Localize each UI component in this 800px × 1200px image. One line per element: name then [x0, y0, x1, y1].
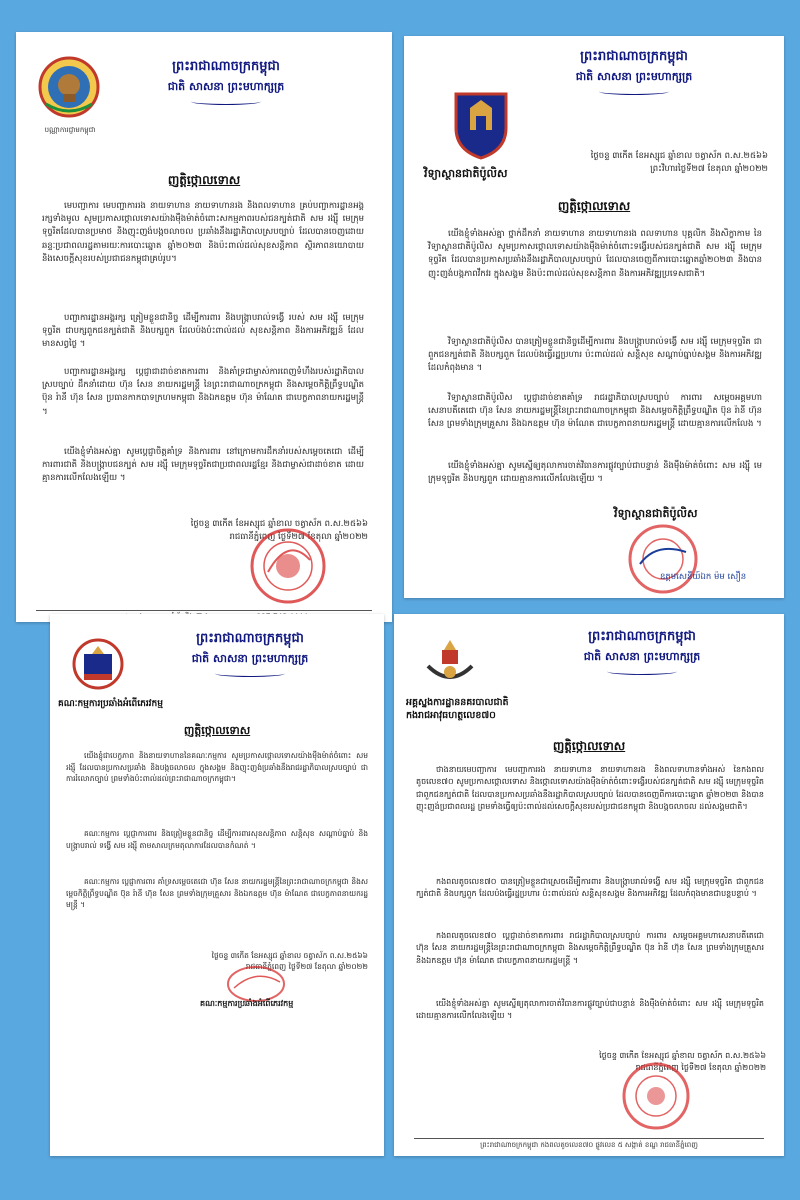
paragraph-2: បញ្ជាការដ្ឋានអង្គរក្ស ត្រៀមខ្លួនជានិច្ច ដើម្បីការពារ និងបង្ក្រាបរាល់ទង្វើ របស់ សម រង្ស៊ី មេក្រុមទុច្ចរិត ជាបក្សពួកជនក្បត់ជាតិ និងបក្សពួក ដែលប៉ងប៉ះពាល់ដល់ សុខសន្តិភាព និងការអភិវឌ្ឍន៍ ដែលមានសព្វថ្ងៃ ។ — [42, 313, 364, 350]
motto-line: ជាតិ សាសនា ព្រះមហាក្សត្រ — [167, 80, 285, 93]
footer-rule — [36, 610, 372, 611]
paragraph-3: វិទ្យាស្ថានជាតិប៉ូលិស ប្តេជ្ញាដាច់ខាតគាំទ្រ រាជរដ្ឋាភិបាលស្របច្បាប់ ការពារ សម្តេចអគ្គមហាសេនាបតីតេជោ ហ៊ុន សែន នាយករដ្ឋមន្ត្រីនៃព្រះរាជាណាចក្រកម្ពុជា និងសម្តេចកិត្តិព្រឹទ្ធបណ្ឌិត ប៊ុន រ៉ានី ហ៊ុន សែន ព្រមទាំងក្រុមគ្រួសារ និងឯកឧត្តម ហ៊ុន ម៉ាណែត ជាបេក្ខភាពនាយករដ្ឋមន្ត្រី ដោយគ្មានការលើកលែង ។ — [428, 393, 762, 430]
paragraph-1: យើងខ្ញុំទាំងអស់គ្នា ថ្នាក់ដឹកនាំ នាយទាហាន នាយទាហានរង ពលទាហាន បុគ្គលិក និងសិក្ខាកាម នៃវិទ្យាស្ថានជាតិប៉ូលិស សូមប្រកាសថ្កោលទោសយ៉ាងម៉ឺងម៉ាត់ចំពោះទង្វើរបស់ជនក្បត់ជាតិ សម រង្ស៊ី មេក្រុមទុច្ចរិត ដែលបានប្រកាសប្រឆាំងនឹងរដ្ឋាភិបាលស្របច្បាប់ ដែលបានចេញពីការបោះឆ្នោតឆ្នាំ២០២៣ និងបានញុះញង់បង្កភាពវឹកវរ ក្នុងសង្គម និងប៉ះពាល់ដល់សុខសន្តិភាព និងការអភិវឌ្ឍប្រទេសជាតិ។ — [428, 229, 762, 279]
kingdom-line: ព្រះរាជាណាចក្រកម្ពុជា — [196, 631, 304, 646]
header-ornament — [215, 670, 285, 677]
bodyguard-emblem-logo — [38, 56, 100, 126]
paragraph-4: យើងខ្ញុំទាំងអស់គ្នា សូមស្នើឲ្យតុលាការចាត់វិធានការផ្លូវច្បាប់ជាបន្ទាន់ និងមុឺងម៉ាត់ចំពោះ សម រង្ស៊ី មេក្រុមទុច្ចរិត ដោយគ្មានការលើកលែងឡើយ ។ — [416, 999, 764, 1021]
solar-date: រាជធានីភ្នំពេញ ថ្ងៃទី២៧ ខែតុលា ឆ្នាំ២០២២ — [245, 962, 368, 972]
lunar-date: ថ្ងៃចន្ទ ៣កើត ខែអស្សុជ ឆ្នាំខាល ចត្វាស័ក ព.ស.២៥៦៦ — [190, 519, 368, 529]
petition-document-counter-terrorism — [50, 614, 384, 1156]
collage-frame — [14, 14, 786, 1186]
petition-title: ញត្តិថ្កោលទោស — [557, 199, 631, 213]
issuing-organization — [406, 696, 509, 723]
kingdom-header — [504, 48, 764, 95]
paragraph-1: មេបញ្ជាការ មេបញ្ជាការរង នាយទាហាន នាយទាហានរង និងពលទាហាន គ្រប់បញ្ជាការដ្ឋានអង្គរក្សទាំងមូល សូមប្រកាសថ្កោលទោសយ៉ាងម៉ឺងម៉ាត់ចំពោះសកម្មភាពរបស់ជនក្បត់ជាតិ សម រង្ស៊ី មេក្រុមទុច្ចរិតដែលបានប្រមាថ និងញុះញង់បង្កចលាចល ប្រឆាំងនឹងរដ្ឋាភិបាលស្របច្បាប់ ដែលបានចេញដោយឆន្ទៈប្រជាពលរដ្ឋតាមរយៈការបោះឆ្នោត ឆ្នាំ២០២៣ និងប៉ះពាល់ដល់សុខសន្តិភាព ស្ថិរភាពនយោបាយ និងសេចក្តីសុខរបស់ប្រជាជនកម្ពុជាគ្រប់រូប។ — [42, 201, 364, 264]
police-academy-shield-logo — [452, 88, 510, 160]
kingdom-header — [126, 58, 326, 105]
paragraph-1: ថាងនាយមេបញ្ជាការ មេបញ្ជាការរង នាយទាហាន នាយទាហានរង និងពលទាហានទាំងអស់ នៃកងពលតូចលេខ៧០ សូមប្រកាសថ្កោលទោស និងថ្កោលទោសយ៉ាងម៉ឺងម៉ាត់ចំពោះទង្វើរបស់ជនក្បត់ជាតិ សម រង្ស៊ី មេក្រុមទុច្ចរិត ជាពួកជនក្បត់ជាតិ ដែលបានប្រកាសប្រឆាំងនឹងរដ្ឋាភិបាលស្របច្បាប់ ដែលបានចេញពីការបោះឆ្នោត ឆ្នាំ២០២៣ និងបានញុះញង់ប្រជាពលរដ្ឋ ព្រមទាំងធ្វើឲ្យប៉ះពាល់ដល់សេចក្តីសុខរបស់ប្រជាជនកម្ពុជា និងបង្កចលាចល ដល់សង្គមជាតិ។ — [416, 765, 764, 812]
paragraph-4: យើងខ្ញុំទាំងអស់គ្នា សូមស្នើឲ្យតុលាការចាត់វិធានការផ្លូវច្បាប់ជាបន្ទាន់ និងមុឺងម៉ាត់ចំពោះ សម រង្ស៊ី មេក្រុមទុច្ចរិត និងបក្សពួក ដោយគ្មានការលើកលែងឡើយ ។ — [428, 461, 762, 485]
issuing-organization: វិទ្យាស្ថានជាតិប៉ូលិស — [424, 167, 508, 180]
date-block — [106, 518, 368, 544]
motto-line: ជាតិ សាសនា ព្រះមហាក្សត្រ — [583, 650, 701, 663]
petition-title: ញត្តិថ្កោលទោស — [167, 173, 241, 187]
org-line-2: កងរាជអាវុធហត្ថលេខ៧០ — [406, 710, 496, 722]
paragraph-3: កងពលតូចលេខ៧០ ប្តេជ្ញាដាច់ខាតការពារ រាជរដ្ឋាភិបាលស្របច្បាប់ ការពារ សម្តេចអគ្គមហាសេនាបតីតេជោ ហ៊ុន សែន នាយករដ្ឋមន្ត្រីនៃព្រះរាជាណាចក្រកម្ពុជា និងសម្តេចកិត្តិព្រឹទ្ធបណ្ឌិត ប៊ុន រ៉ានី ហ៊ុន សែន ព្រមទាំងក្រុមគ្រួសារ និងឯកឧត្តម ហ៊ុន ម៉ាណែត ជាបេក្ខភាពនាយករដ្ឋមន្ត្រី ។ — [416, 931, 764, 965]
lunar-date: ថ្ងៃចន្ទ ៣កើត ខែអស្សុជ ឆ្នាំខាល ចត្វាស័ក ព.ស.២៥៦៦ — [211, 951, 368, 960]
solar-date: រាជធានីភ្នំពេញ ថ្ងៃទី២៧ ខែតុលា ឆ្នាំ២០២២ — [229, 531, 368, 542]
kingdom-header — [130, 630, 370, 677]
footer-address: ព្រះរាជាណាចក្រកម្ពុជា កងពលតូចលេខ៧០ ផ្លូវលេខ ៥ សង្កាត់ ខណ្ឌ រាជធានីភ្នំពេញ — [480, 1141, 698, 1149]
signature-organization: វិទ្យាស្ថានជាតិប៉ូលិស — [614, 507, 698, 520]
petition-document-bodyguard — [16, 32, 392, 622]
official-red-stamp — [620, 1060, 692, 1132]
kingdom-header — [512, 628, 772, 675]
paragraph-3: បញ្ជាការដ្ឋានអង្គរក្ស ប្តេជ្ញាជាដាច់ខាតការពារ និងគាំទ្រជាម្ចាស់ការពេញទំហឹងរបស់រដ្ឋាភិបាលស្របច្បាប់ ដឹកនាំដោយ ហ៊ុន សែន នាយករដ្ឋមន្ត្រី នៃព្រះរាជាណាចក្រកម្ពុជា និងសម្តេចកិត្តិព្រឹទ្ធបណ្ឌិត ប៊ុន រ៉ានី ហ៊ុន សែន ប្រធានកាកបាទក្រហមកម្ពុជា និងឯកឧត្តម ហ៊ុន ម៉ាណែត ជាបេក្ខភាពនាយករដ្ឋមន្ត្រី ។ — [42, 367, 364, 417]
petition-document-brigade-70 — [394, 614, 784, 1156]
signatory-name: ឧត្តមសេនីយ៍ឯក ម៉ម សឿន — [660, 572, 747, 582]
logo-caption: បណ្ណាការជ្ញាមកម្ពុជា — [44, 126, 96, 134]
motto-line: ជាតិ សាសនា ព្រះមហាក្សត្រ — [575, 70, 693, 83]
paragraph-2: វិទ្យាស្ថានជាតិប៉ូលិស បានត្រៀមខ្លួនជានិច្ចដើម្បីការពារ និងបង្ក្រាបរាល់ទង្វើ សម រង្ស៊ី មេក្រុមទុច្ចរិត ជាពួកជនក្បត់ជាតិ និងបក្សពួក ដែលប៉ងធ្វើរដ្ឋប្រហារ ប៉ះពាល់ដល់ សន្តិសុខ សណ្តាប់ធ្នាប់សង្គម និងការអភិវឌ្ឍ ដែលកំពុងមាន ។ — [428, 337, 762, 374]
paragraph-2: កងពលតូចលេខ៧០ បានត្រៀមខ្លួនជាស្រេចដើម្បីការពារ និងបង្ក្រាបរាល់ទង្វើ សម រង្ស៊ី មេក្រុមទុច្ចរិត ជាពួកជនក្បត់ជាតិ និងបក្សពួក ដែលប៉ងធ្វើរដ្ឋប្រហារ ប៉ះពាល់ដល់ សន្តិសុខសង្គម និងការអភិវឌ្ឍ ដែលកំពុងមានជាបន្តបន្ទាប់ ។ — [416, 877, 764, 899]
lunar-date: ថ្ងៃចន្ទ ៣កើត ខែអស្សុជ ឆ្នាំខាល ចត្វាស័ក ព.ស.២៥៦៦ — [599, 1051, 766, 1060]
header-ornament — [607, 668, 677, 675]
official-red-stamp — [626, 522, 700, 596]
paragraph-3: គណៈកម្មការ ប្តេជ្ញាការពារ គាំទ្រសម្តេចតេជោ ហ៊ុន សែន នាយករដ្ឋមន្ត្រីនៃព្រះរាជាណាចក្រកម្ពុជា និងសម្តេចកិត្តិព្រឹទ្ធបណ្ឌិត ប៊ុន រ៉ានី ហ៊ុន សែន ព្រមទាំងក្រុមគ្រួសារ និងឯកឧត្តម ហ៊ុន ម៉ាណែត ជាបេក្ខភាពនាយករដ្ឋមន្ត្រី ។ — [66, 877, 368, 910]
paragraph-1: យើងខ្ញុំជាបេក្ខភាព និងនាយទាហាននៃគណៈកម្មការ សូមប្រកាសថ្កោលទោសយ៉ាងម៉ឺងម៉ាត់ចំពោះ សម រង្ស៊ី ដែលបានប្រកាសប្រឆាំង និងបង្កចលាចល ក្នុងសង្គម និងញុះញង់ប្រឆាំងនឹងរាជរដ្ឋាភិបាលស្របច្បាប់ ជាការរំលោភច្បាប់ ព្រមទាំងប៉ះពាល់ដល់ព្រះរាជាណាចក្រកម្ពុជា។ — [66, 751, 368, 784]
header-ornament — [599, 88, 669, 95]
kingdom-line: ព្រះរាជាណាចក្រកម្ពុជា — [172, 59, 280, 74]
org-line-1: អគ្គស្នងការដ្ឋាននគរបាលជាតិ — [406, 697, 509, 708]
header-ornament — [191, 98, 261, 105]
petition-document-police-academy — [404, 36, 784, 598]
motto-line: ជាតិ សាសនា ព្រះមហាក្សត្រ — [191, 652, 309, 665]
petition-title: ញត្តិថ្កោលទោស — [552, 739, 626, 753]
brigade-emblem-logo — [422, 636, 478, 692]
official-red-stamp — [248, 526, 328, 606]
counter-terrorism-emblem-logo — [72, 638, 124, 690]
date-block — [554, 150, 768, 176]
petition-title: ញត្តិថ្កោលទោស — [183, 724, 251, 737]
kingdom-line: ព្រះរាជាណាចក្រកម្ពុជា — [588, 629, 696, 644]
footer-rule — [414, 1138, 764, 1139]
paragraph-4: យើងខ្ញុំទាំងអស់គ្នា សូមប្តេជ្ញាចិត្តគាំទ្រ និងការពារ នៅក្រោមការដឹកនាំរបស់សម្តេចតេជោ ដើម្បីការពារជាតិ និងបង្ក្រាបជនក្បត់ សម រង្ស៊ី មេក្រុមទុច្ចរិតជាប្រជាពលរដ្ឋខ្មែរ និងជាម្ចាស់ជាដាច់ខាត ដោយគ្មានការលើកលែងឡើយ ។ — [42, 447, 364, 484]
paragraph-2: គណៈកម្មការ ប្តេជ្ញាការពារ និងត្រៀមខ្លួនជានិច្ច ដើម្បីការពារសុខសន្តិភាព សន្តិសុខ សណ្តាប់ធ្នាប់ និងបង្ក្រាបរាល់ ទង្វើ សម រង្ស៊ី តាមសាលក្រមតុលាការដែលបានកំណត់ ។ — [66, 829, 368, 850]
signatory-organization: គណៈកម្មការប្រឆាំងអំពើភេរវកម្ម — [200, 998, 294, 1008]
lunar-date: ថ្ងៃចន្ទ ៣កើត ខែអស្សុជ ឆ្នាំខាល ចត្វាស័ក ព.ស.២៥៦៦ — [590, 151, 768, 161]
issuing-organization: គណៈកម្មការប្រឆាំងអំពើភេរវកម្ម — [58, 699, 163, 709]
solar-date: រាជធានីភ្នំពេញ ថ្ងៃទី២៧ ខែតុលា ឆ្នាំ២០២២ — [635, 1063, 766, 1072]
solar-date: ព្រះវិហារថ្ងៃទី២៧ ខែតុលា ឆ្នាំ២០២២ — [650, 163, 768, 174]
kingdom-line: ព្រះរាជាណាចក្រកម្ពុជា — [580, 49, 688, 64]
